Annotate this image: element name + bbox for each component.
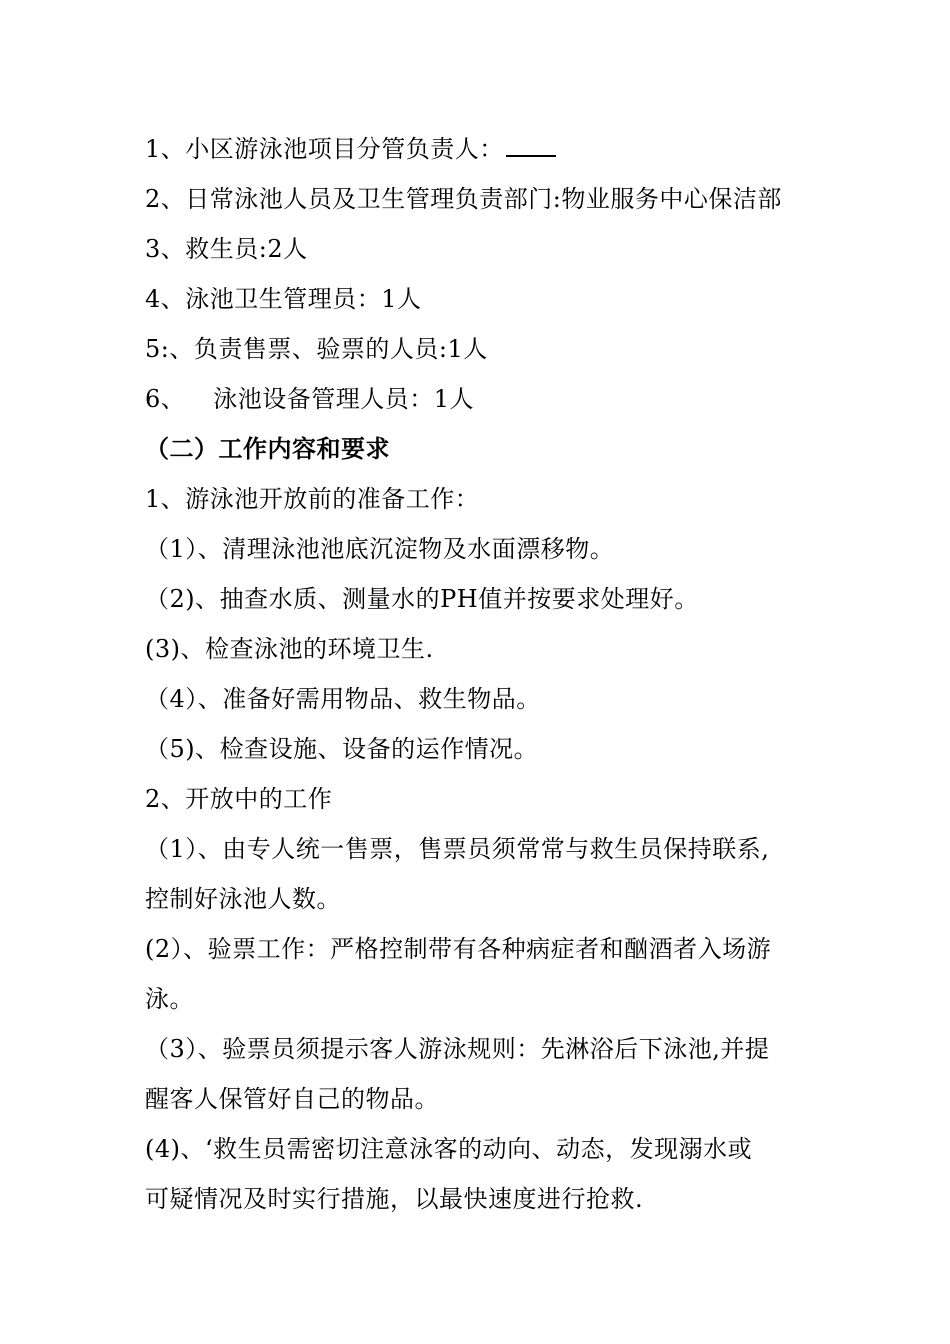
line-ticket-staff: 5:、负责售票、验票的人员:1人 <box>145 335 488 363</box>
item-swim-rules-line1: （3）、验票员须提示客人游泳规则：先淋浴后下泳池,并提 <box>145 1035 770 1063</box>
item-ticketing-line1: （1）、由专人统一售票，售票员须常常与救生员保持联系, <box>145 835 770 863</box>
line-lifeguards: 3、救生员:2人 <box>145 235 308 263</box>
document-page <box>145 124 825 1224</box>
line-management-department: 2、日常泳池人员及卫生管理负责部门:物业服务中心保洁部 <box>145 185 782 213</box>
item-ticket-check-line1: (2）、验票工作：严格控制带有各种病症者和酗酒者入场游 <box>145 935 772 963</box>
line-text: 1、小区游泳池项目分管负责人： <box>145 135 504 163</box>
subsection-during-opening: 2、开放中的工作 <box>145 785 333 813</box>
item-check-water: （2)、抽查水质、测量水的PH值并按要求处理好。 <box>145 585 699 613</box>
item-check-equipment: （5)、检查设施、设备的运作情况。 <box>145 735 539 763</box>
item-check-environment: (3)、检查泳池的环境卫生. <box>145 635 434 663</box>
item-ticketing-line2: 控制好泳池人数。 <box>145 885 341 913</box>
line-hygiene-manager: 4、泳池卫生管理员：1人 <box>145 285 422 313</box>
item-prepare-supplies: （4）、准备好需用物品、救生物品。 <box>145 685 541 713</box>
blank-underline <box>506 137 556 157</box>
item-lifeguard-line2: 可疑情况及时实行措施，以最快速度进行抢救. <box>145 1185 644 1213</box>
item-ticket-check-line2: 泳。 <box>145 985 194 1013</box>
line-number: 6、 <box>145 385 186 413</box>
line-equipment-manager <box>145 374 825 424</box>
line-text: 泳池设备管理人员：1人 <box>213 385 475 413</box>
item-clean-pool: （1）、清理泳池池底沉淀物及水面漂移物。 <box>145 535 615 563</box>
subsection-before-opening: 1、游泳池开放前的准备工作： <box>145 485 480 513</box>
item-lifeguard-line1: (4)、‘救生员需密切注意泳客的动向、动态，发现溺水或 <box>145 1135 753 1163</box>
line-pool-project-manager <box>145 124 825 174</box>
section-heading: （二）工作内容和要求 <box>145 434 390 463</box>
item-swim-rules-line2: 醒客人保管好自己的物品。 <box>145 1085 439 1113</box>
